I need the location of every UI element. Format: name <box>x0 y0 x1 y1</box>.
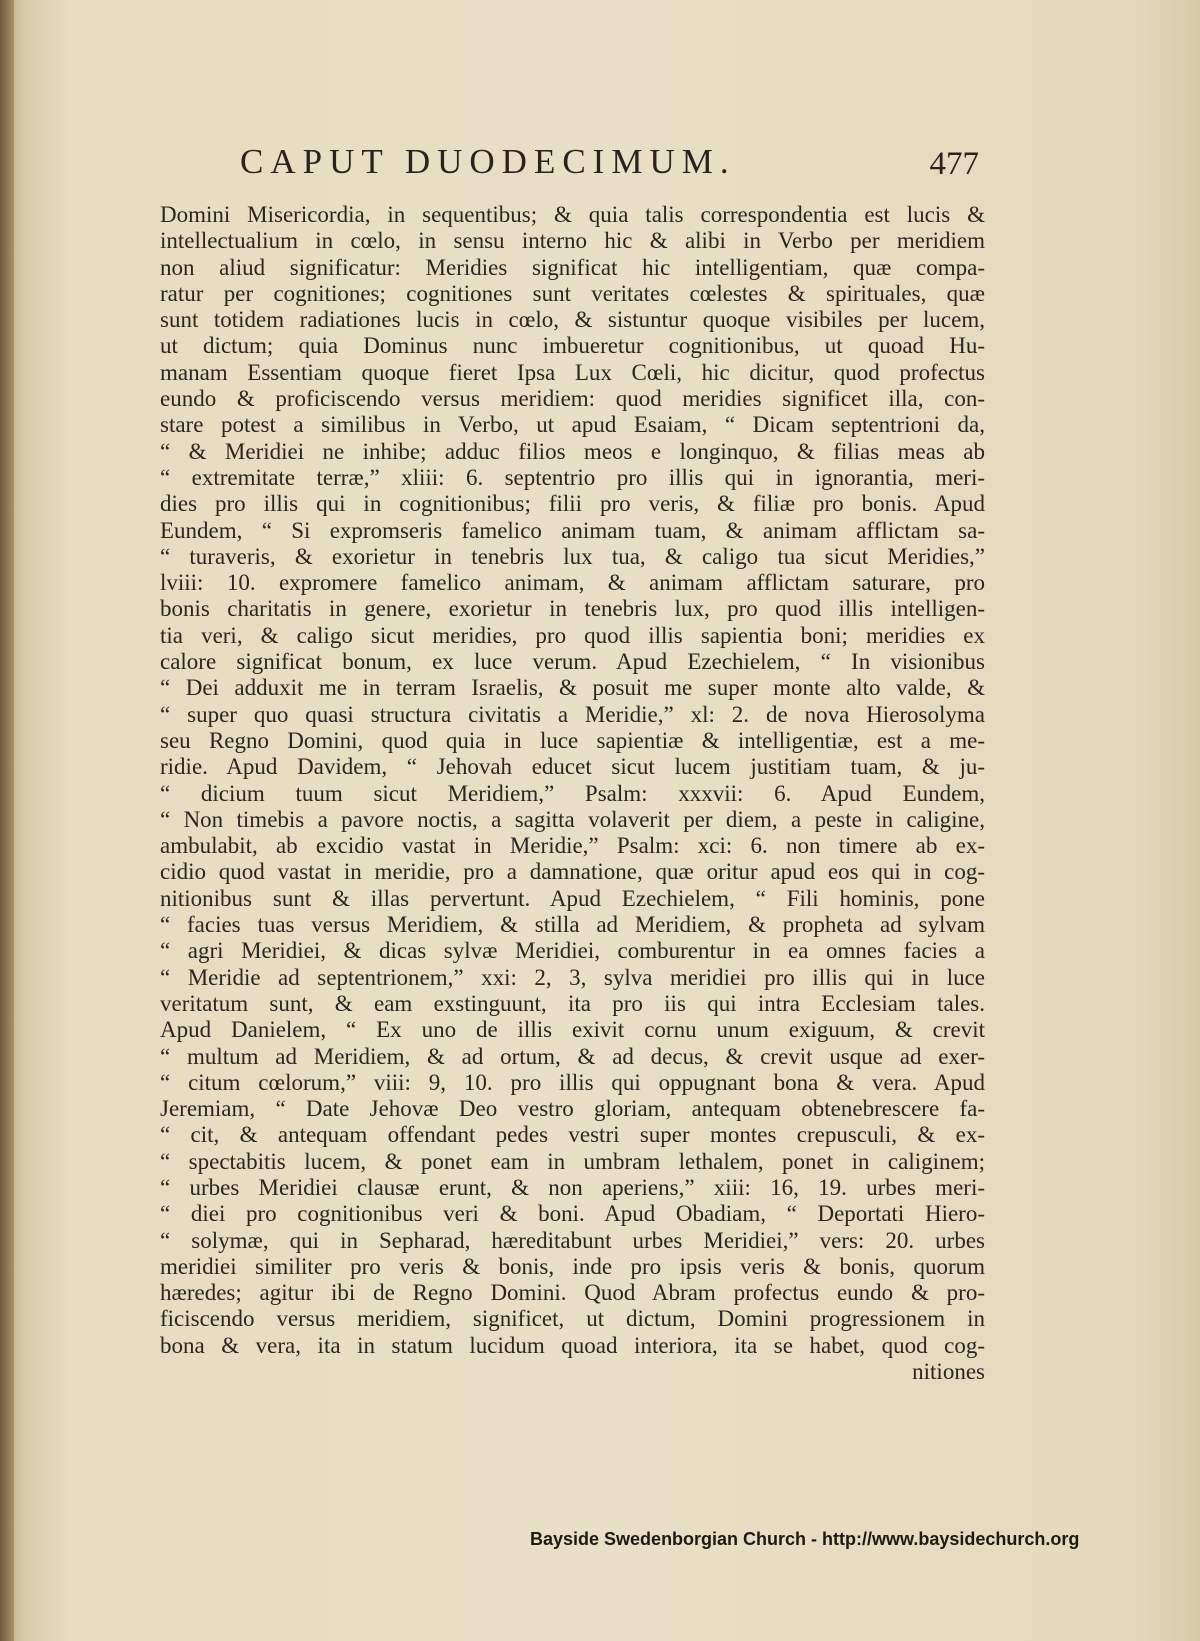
text-line: calore significat bonum, ex luce verum. Apud Ezechielem, “ In visionibus <box>160 649 985 675</box>
text-line: “ spectabitis lucem, & ponet eam in umbram lethalem, ponet in caliginem; <box>160 1148 985 1174</box>
text-line: bona & vera, ita in statum lucidum quoad interiora, ita se habet, quod cog- <box>160 1332 985 1358</box>
text-line: “ diei pro cognitionibus veri & boni. Apud Obadiam, “ Deportati Hiero- <box>160 1201 985 1227</box>
text-line: “ & Meridiei ne inhibe; adduc filios meos e longinquo, & filias meas ab <box>160 438 985 464</box>
text-line: ambulabit, ab excidio vastat in Meridie,” Psalm: xci: 6. non timere ab ex- <box>160 833 985 859</box>
text-line: ratur per cognitiones; cognitiones sunt veritates cœlestes & spirituales, quæ <box>160 280 985 306</box>
text-line: non aliud significatur: Meridies significat hic intelligentiam, quæ compa- <box>160 254 985 280</box>
text-line: tia veri, & caligo sicut meridies, pro quod illis sapientia boni; meridies ex <box>160 622 985 648</box>
text-line: “ solymæ, qui in Sepharad, hæreditabunt urbes Meridiei,” vers: 20. urbes <box>160 1227 985 1253</box>
text-line: “ Non timebis a pavore noctis, a sagitta volaverit per diem, a peste in caligine, <box>160 806 985 832</box>
footer-credit: Bayside Swedenborgian Church - http://www.baysidechurch.org <box>530 1529 1080 1549</box>
text-line: cidio quod vastat in meridie, pro a damnatione, quæ oritur apud eos qui in cog- <box>160 859 985 885</box>
page-number: 477 <box>929 146 979 182</box>
text-line: ridie. Apud Davidem, “ Jehovah educet sicut lucem justitiam tuam, & ju- <box>160 754 985 780</box>
text-line: “ super quo quasi structura civitatis a Meridie,” xl: 2. de nova Hierosolyma <box>160 701 985 727</box>
text-line: meridiei similiter pro veris & bonis, inde pro ipsis veris & bonis, quorum <box>160 1253 985 1279</box>
text-line: Jeremiam, “ Date Jehovæ Deo vestro gloriam, antequam obtenebrescere fa- <box>160 1096 985 1122</box>
text-line: Domini Misericordia, in sequentibus; & quia talis correspondentia est lucis & <box>160 202 985 227</box>
body-text <box>160 202 985 1385</box>
text-line: Eundem, “ Si expromseris famelico animam tuam, & animam afflictam sa- <box>160 517 985 543</box>
text-line: “ multum ad Meridiem, & ad ortum, & ad decus, & crevit usque ad exer- <box>160 1043 985 1069</box>
text-line: intellectualium in cœlo, in sensu interno hic & alibi in Verbo per meridiem <box>160 228 985 254</box>
text-line: stare potest a similibus in Verbo, ut apud Esaiam, “ Dicam septentrioni da, <box>160 412 985 438</box>
text-line: ficiscendo versus meridiem, significet, ut dictum, Domini progressionem in <box>160 1306 985 1332</box>
text-line: “ dicium tuum sicut Meridiem,” Psalm: xxxvii: 6. Apud Eundem, <box>160 780 985 806</box>
text-line: dies pro illis qui in cognitionibus; filii pro veris, & filiæ pro bonis. Apud <box>160 491 985 517</box>
running-title: CAPUT DUODECIMUM. <box>240 142 736 181</box>
text-line: ut dictum; quia Dominus nunc imbueretur cognitionibus, ut quoad Hu- <box>160 333 985 359</box>
text-line: “ cit, & antequam offendant pedes vestri super montes crepusculi, & ex- <box>160 1122 985 1148</box>
text-line: “ Meridie ad septentrionem,” xxi: 2, 3, sylva meridiei pro illis qui in luce <box>160 964 985 990</box>
text-line: “ extremitate terræ,” xliii: 6. septentrio pro illis qui in ignorantia, meri- <box>160 464 985 490</box>
text-line: Apud Danielem, “ Ex uno de illis exivit cornu unum exiguum, & crevit <box>160 1017 985 1043</box>
text-line: nitionibus sunt & illas pervertunt. Apud Ezechielem, “ Fili hominis, pone <box>160 885 985 911</box>
text-line: seu Regno Domini, quod quia in luce sapientiæ & intelligentiæ, est a me- <box>160 727 985 753</box>
page-gutter <box>0 0 14 1641</box>
text-line: veritatum sunt, & eam exstinguunt, ita pro iis qui intra Ecclesiam tales. <box>160 990 985 1016</box>
text-line: “ turaveris, & exorietur in tenebris lux tua, & caligo tua sicut Meridies,” <box>160 543 985 569</box>
text-line: manam Essentiam quoque fieret Ipsa Lux Cœli, hic dicitur, quod profectus <box>160 359 985 385</box>
text-line: bonis charitatis in genere, exorietur in tenebris lux, pro quod illis intelligen- <box>160 596 985 622</box>
text-line: hæredes; agitur ibi de Regno Domini. Quod Abram profectus eundo & pro- <box>160 1280 985 1306</box>
text-line: lviii: 10. expromere famelico animam, & animam afflictam saturare, pro <box>160 570 985 596</box>
text-line: “ urbes Meridiei clausæ erunt, & non aperiens,” xiii: 16, 19. urbes meri- <box>160 1174 985 1200</box>
text-line: “ Dei adduxit me in terram Israelis, & posuit me super monte alto valde, & <box>160 675 985 701</box>
text-line: “ facies tuas versus Meridiem, & stilla ad Meridiem, & propheta ad sylvam <box>160 912 985 938</box>
text-line: “ agri Meridiei, & dicas sylvæ Meridiei, comburentur in ea omnes facies a <box>160 938 985 964</box>
text-line: “ citum cœlorum,” viii: 9, 10. pro illis qui oppugnant bona & vera. Apud <box>160 1069 985 1095</box>
text-line: sunt totidem radiationes lucis in cœlo, & sistuntur quoque visibiles per lucem, <box>160 307 985 333</box>
page-header <box>160 142 985 194</box>
text-line: nitiones <box>912 1359 985 1385</box>
text-line: eundo & proficiscendo versus meridiem: quod meridies significet illa, con- <box>160 386 985 412</box>
